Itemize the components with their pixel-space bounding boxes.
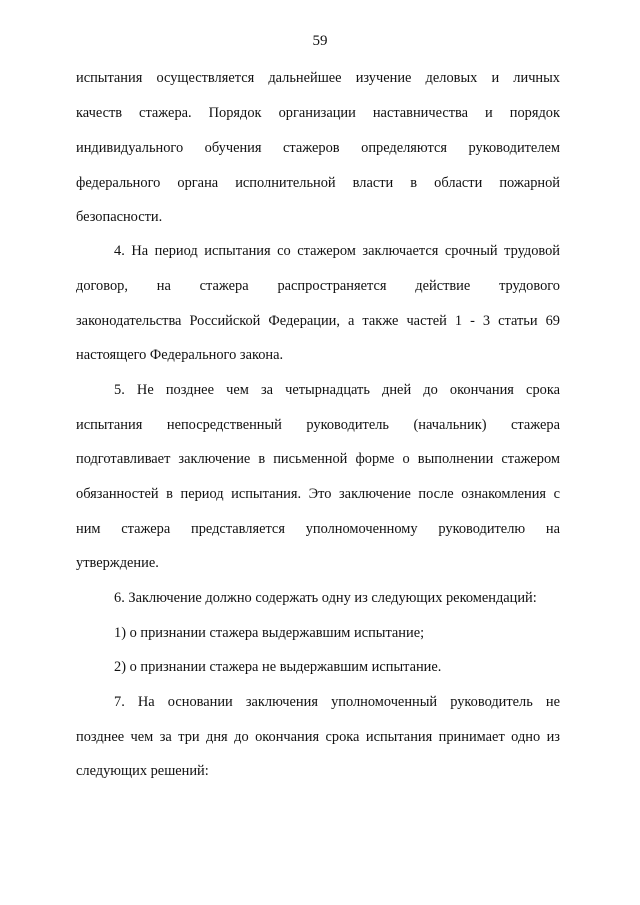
text-line: следующих решений: — [76, 763, 209, 779]
page-number: 59 — [312, 33, 328, 49]
text-line: ним стажера представляется уполномоченному руководителю на — [76, 521, 560, 537]
text-line: испытания непосредственный руководитель (начальник) стажера — [76, 417, 560, 433]
text-line: испытания осуществляется дальнейшее изучение деловых и личных — [76, 70, 560, 86]
text-line: 6. Заключение должно содержать одну из следующих рекомендаций: — [114, 590, 537, 606]
text-line: обязанностей в период испытания. Это заключение после ознакомления с — [76, 486, 560, 502]
text-line: качеств стажера. Порядок организации наставничества и порядок — [76, 105, 560, 121]
text-line: федерального органа исполнительной власти в области пожарной — [76, 175, 560, 191]
text-line: 5. Не позднее чем за четырнадцать дней до окончания срока — [114, 382, 560, 398]
text-line: настоящего Федерального закона. — [76, 347, 284, 363]
text-line: договор, на стажера распространяется действие трудового — [76, 278, 560, 294]
text-line: 7. На основании заключения уполномоченный руководитель не — [114, 694, 560, 710]
text-line: индивидуального обучения стажеров определяются руководителем — [76, 140, 560, 156]
text-line: безопасности. — [76, 209, 163, 225]
text-line: законодательства Российской Федерации, а также частей 1 - 3 статьи 69 — [76, 313, 560, 329]
text-line: утверждение. — [76, 555, 159, 571]
text-line: подготавливает заключение в письменной форме о выполнении стажером — [76, 451, 560, 467]
list-item: 2) о признании стажера не выдержавшим испытание. — [114, 659, 442, 675]
list-item: 1) о признании стажера выдержавшим испытание; — [114, 625, 425, 641]
text-line: 4. На период испытания со стажером заключается срочный трудовой — [114, 243, 560, 259]
text-line: позднее чем за три дня до окончания срока испытания принимает одно из — [76, 729, 560, 745]
